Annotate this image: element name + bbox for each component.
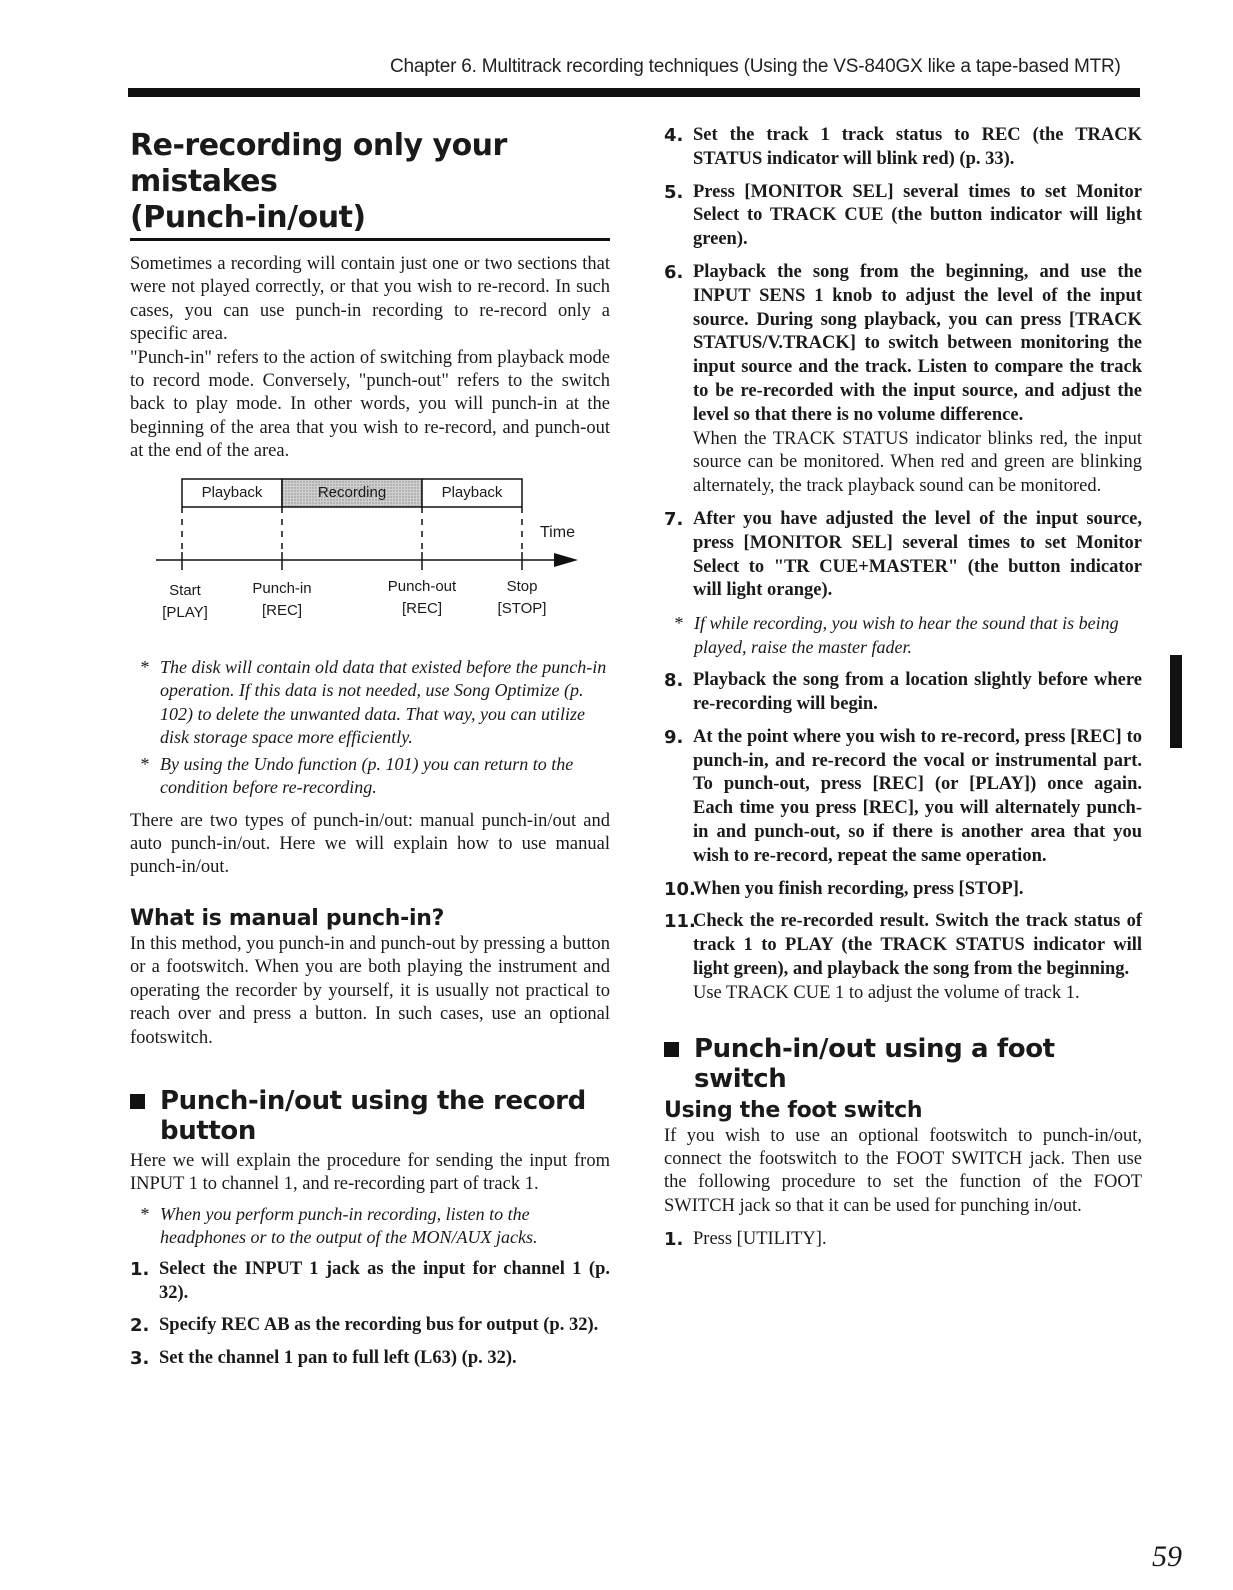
punch-out-key: [REC] [401, 599, 442, 617]
chapter-tab-marker [1170, 655, 1182, 748]
header-rule [128, 88, 1140, 97]
step-4: 4. Set the track 1 track status to REC (the TRACK STATUS indicator will blink red) (p. 33). [664, 125, 1142, 169]
foot-switch-subheading: Using the foot switch [664, 1097, 923, 1123]
foot-switch-heading: Punch-in/out using a foot switch [664, 1034, 1142, 1094]
step-1: 1. Select the INPUT 1 jack as the input for channel 1 (p. 32). [130, 1258, 610, 1303]
step-8: 8. Playback the song from a location slightly before where re-recording will begin. [664, 670, 1142, 714]
step-11: 11. Check the re-recorded result. Switch the track status of track 1 to PLAY (the TRACK STATUS indicator will light green), and playback the song from the beginning. Use TRACK CUE 1 to adjust the volume of track 1. [664, 911, 1142, 1003]
foot-step-1: 1. Press [UTILITY]. [664, 1229, 827, 1251]
record-button-heading: Punch-in/out using the record button [130, 1086, 610, 1146]
right-column [664, 124, 1142, 1261]
punch-diagram [156, 478, 596, 638]
types-paragraph: There are two types of punch-in/out: manual punch-in/out and auto punch-in/out. Here we will explain how to use manual punch-in/out. [130, 810, 610, 878]
step-7: 7. After you have adjusted the level of the input source, press [MONITOR SEL] several times to set Monitor Select to "TR CUE+MASTER" (the button indicator will light orange). [664, 508, 1142, 601]
playback-2-label: Playback [441, 483, 503, 501]
note-disk-data: * The disk will contain old data that existed before the punch-in operation. If this data is not needed, use Song Optimize (p. 102) to delete the unwanted data. That way, you can utilize disk storage space more efficiently. [140, 656, 607, 748]
step-9: 9. At the point where you wish to re-record, press [REC] to punch-in, and re-record the vocal or instrumental part. To punch-out, press [REC] (or [PLAY]) once again. Each time you press [REC], you will alternately punch-in and punch-out, so if there is another area that you wish to re-record, repeat the same operation. [664, 726, 1142, 866]
punch-in-label: Punch-in [252, 579, 312, 597]
start-label: Start [169, 581, 201, 599]
manual-punch-paragraph: In this method, you punch-in and punch-out by pressing a button or a footswitch. When you are both playing the instrument and operating the recorder by yourself, it is usually not practical to reach over and press a button. In such cases, use an optional footswitch. [130, 933, 610, 1048]
page-number: 59 [1152, 1540, 1182, 1573]
punch-in-key: [REC] [261, 601, 302, 619]
intro-paragraph-2: "Punch-in" refers to the action of switching from playback mode to record mode. Conversely, "punch-out" refers to the switch back to play mode. In other words, you will punch-in at the beginning of the area that you wish to re-record, and punch-out at the end of the area. [130, 347, 610, 462]
record-button-paragraph: Here we will explain the procedure for sending the input from INPUT 1 to channel 1, and re-recording part of track 1. [130, 1150, 610, 1195]
recording-label: Recording [317, 483, 387, 501]
left-column [130, 128, 610, 1380]
title-line-2: (Punch-in/out) [130, 200, 366, 235]
note-master-fader: * If while recording, you wish to hear the sound that is being played, raise the master fader. [674, 613, 1119, 657]
playback-1-label: Playback [201, 483, 263, 501]
time-label: Time [540, 523, 575, 541]
note-headphones: * When you perform punch-in recording, listen to the headphones or to the output of the MON/AUX jacks. [140, 1203, 538, 1248]
title-line-1: Re-recording only your mistakes [130, 128, 507, 199]
stop-key: [STOP] [497, 599, 547, 617]
intro-paragraph-1: Sometimes a recording will contain just one or two sections that were not played correctly, or that you wish to re-record. In such cases, you can use punch-in recording to re-record only a specific area. [130, 254, 610, 345]
manual-punch-heading: What is manual punch-in? [130, 905, 445, 931]
start-key: [PLAY] [162, 603, 208, 621]
page-title [130, 128, 610, 241]
stop-label: Stop [506, 577, 538, 595]
foot-switch-paragraph: If you wish to use an optional footswitch to punch-in/out, connect the footswitch to the FOOT SWITCH jack. Then use the following procedure to set the function of the FOOT SWITCH jack so that it can be used for punching in/out. [664, 1125, 1142, 1216]
step-5: 5. Press [MONITOR SEL] several times to set Monitor Select to TRACK CUE (the button indicator will light green). [664, 181, 1142, 250]
note-undo: * By using the Undo function (p. 101) you can return to the condition before re-recording. [140, 753, 574, 798]
step-6: 6. Playback the song from the beginning, and use the INPUT SENS 1 knob to adjust the level of the input source. During song playback, you can press [TRACK STATUS/V.TRACK] to switch between monitoring the input source and the track. Listen to compare the track to be re-recorded with the input source, and adjust the level so that there is no volume difference. When the TRACK STATUS indicator blinks red, the input source can be monitored. When red and green are blinking alternately, the track playback sound can be monitored. [664, 261, 1142, 497]
step-10: 10. When you finish recording, press [STOP]. [664, 878, 1024, 900]
step-3: 3. Set the channel 1 pan to full left (L63) (p. 32). [130, 1348, 517, 1370]
page-header: Chapter 6. Multitrack recording techniques (Using the VS-840GX like a tape-based MTR) [390, 56, 1121, 77]
time-arrow [554, 553, 578, 567]
step-2: 2. Specify REC AB as the recording bus for output (p. 32). [130, 1315, 599, 1337]
punch-out-label: Punch-out [387, 577, 457, 595]
